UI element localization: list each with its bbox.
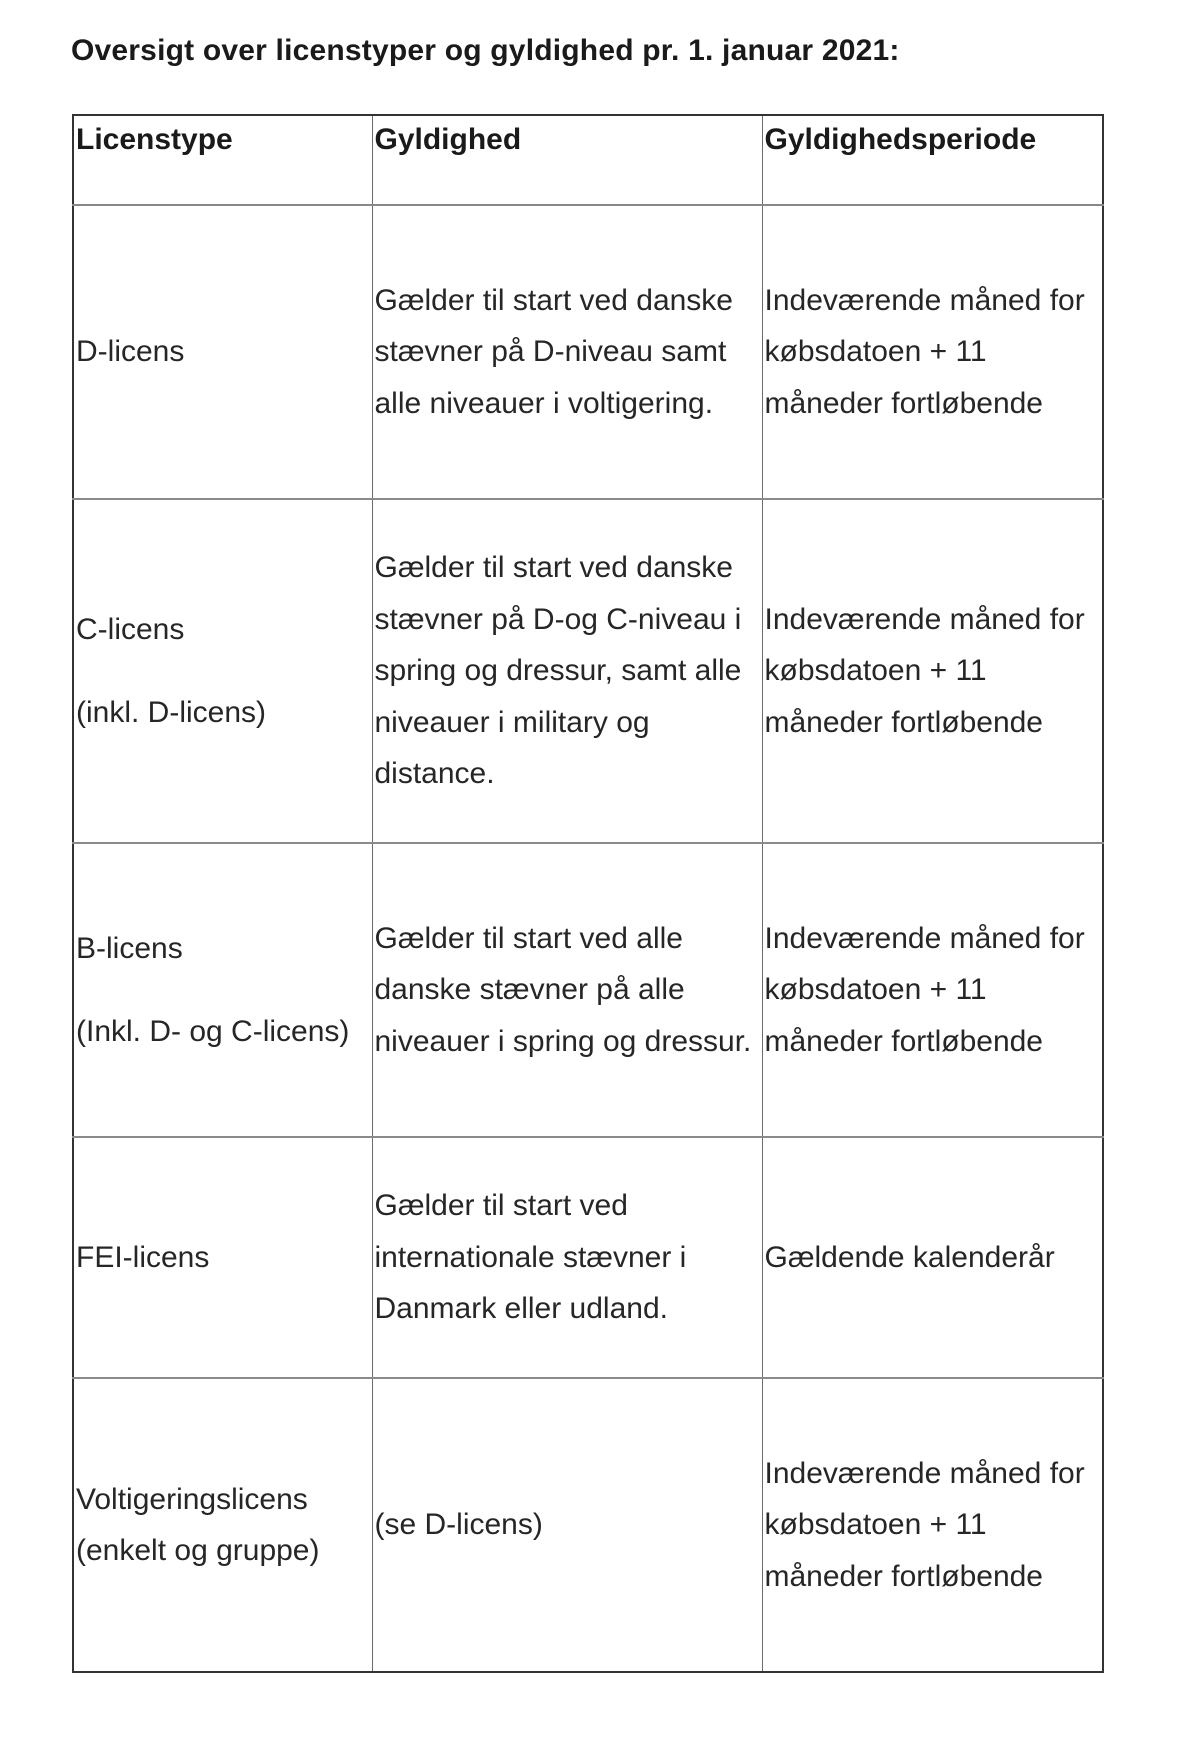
- cell-periode: Indeværende måned for købsdatoen + 11 måneder fortløbende: [762, 499, 1103, 843]
- header-licenstype: Licenstype: [73, 115, 372, 205]
- cell-licenstype: [73, 1378, 372, 1672]
- cell-periode: Indeværende måned for købsdatoen + 11 måneder fortløbende: [762, 1378, 1103, 1672]
- cell-licenstype: [73, 843, 372, 1137]
- license-table: [72, 114, 1104, 1673]
- licenstype-note: (Inkl. D- og C-licens): [76, 1015, 350, 1048]
- cell-gyldighed: Gælder til start ved danske stævner på D-og C-niveau i spring og dressur, samt alle niveauer i military og distance.: [372, 499, 762, 843]
- table-row: [73, 205, 1103, 499]
- cell-gyldighed: Gælder til start ved internationale stævner i Danmark eller udland.: [372, 1137, 762, 1378]
- table-row: [73, 1378, 1103, 1672]
- cell-gyldighed: Gælder til start ved danske stævner på D-niveau samt alle niveauer i voltigering.: [372, 205, 762, 499]
- licenstype-name: B-licens: [76, 931, 183, 965]
- cell-gyldighed: Gælder til start ved alle danske stævner på alle niveauer i spring og dressur.: [372, 843, 762, 1137]
- licenstype-name: D-licens: [76, 335, 185, 369]
- header-gyldighedsperiode: Gyldighedsperiode: [762, 115, 1103, 205]
- licenstype-name: Voltigeringslicens (enkelt og gruppe): [76, 1482, 320, 1567]
- licenstype-name: C-licens: [76, 612, 185, 646]
- licenstype-name: FEI-licens: [76, 1240, 210, 1274]
- cell-gyldighed: (se D-licens): [372, 1378, 762, 1672]
- header-gyldighed: Gyldighed: [372, 115, 762, 205]
- table-header-row: [73, 115, 1103, 205]
- licenstype-note: (inkl. D-licens): [76, 696, 267, 729]
- table-row: [73, 1137, 1103, 1378]
- cell-periode: Gældende kalenderår: [762, 1137, 1103, 1378]
- cell-licenstype: [73, 499, 372, 843]
- cell-licenstype: [73, 205, 372, 499]
- cell-periode: Indeværende måned for købsdatoen + 11 måneder fortløbende: [762, 843, 1103, 1137]
- table-row: [73, 499, 1103, 843]
- table-row: [73, 843, 1103, 1137]
- cell-licenstype: [73, 1137, 372, 1378]
- cell-periode: Indeværende måned for købsdatoen + 11 måneder fortløbende: [762, 205, 1103, 499]
- page-title: Oversigt over licenstyper og gyldighed pr. 1. januar 2021:: [71, 34, 900, 67]
